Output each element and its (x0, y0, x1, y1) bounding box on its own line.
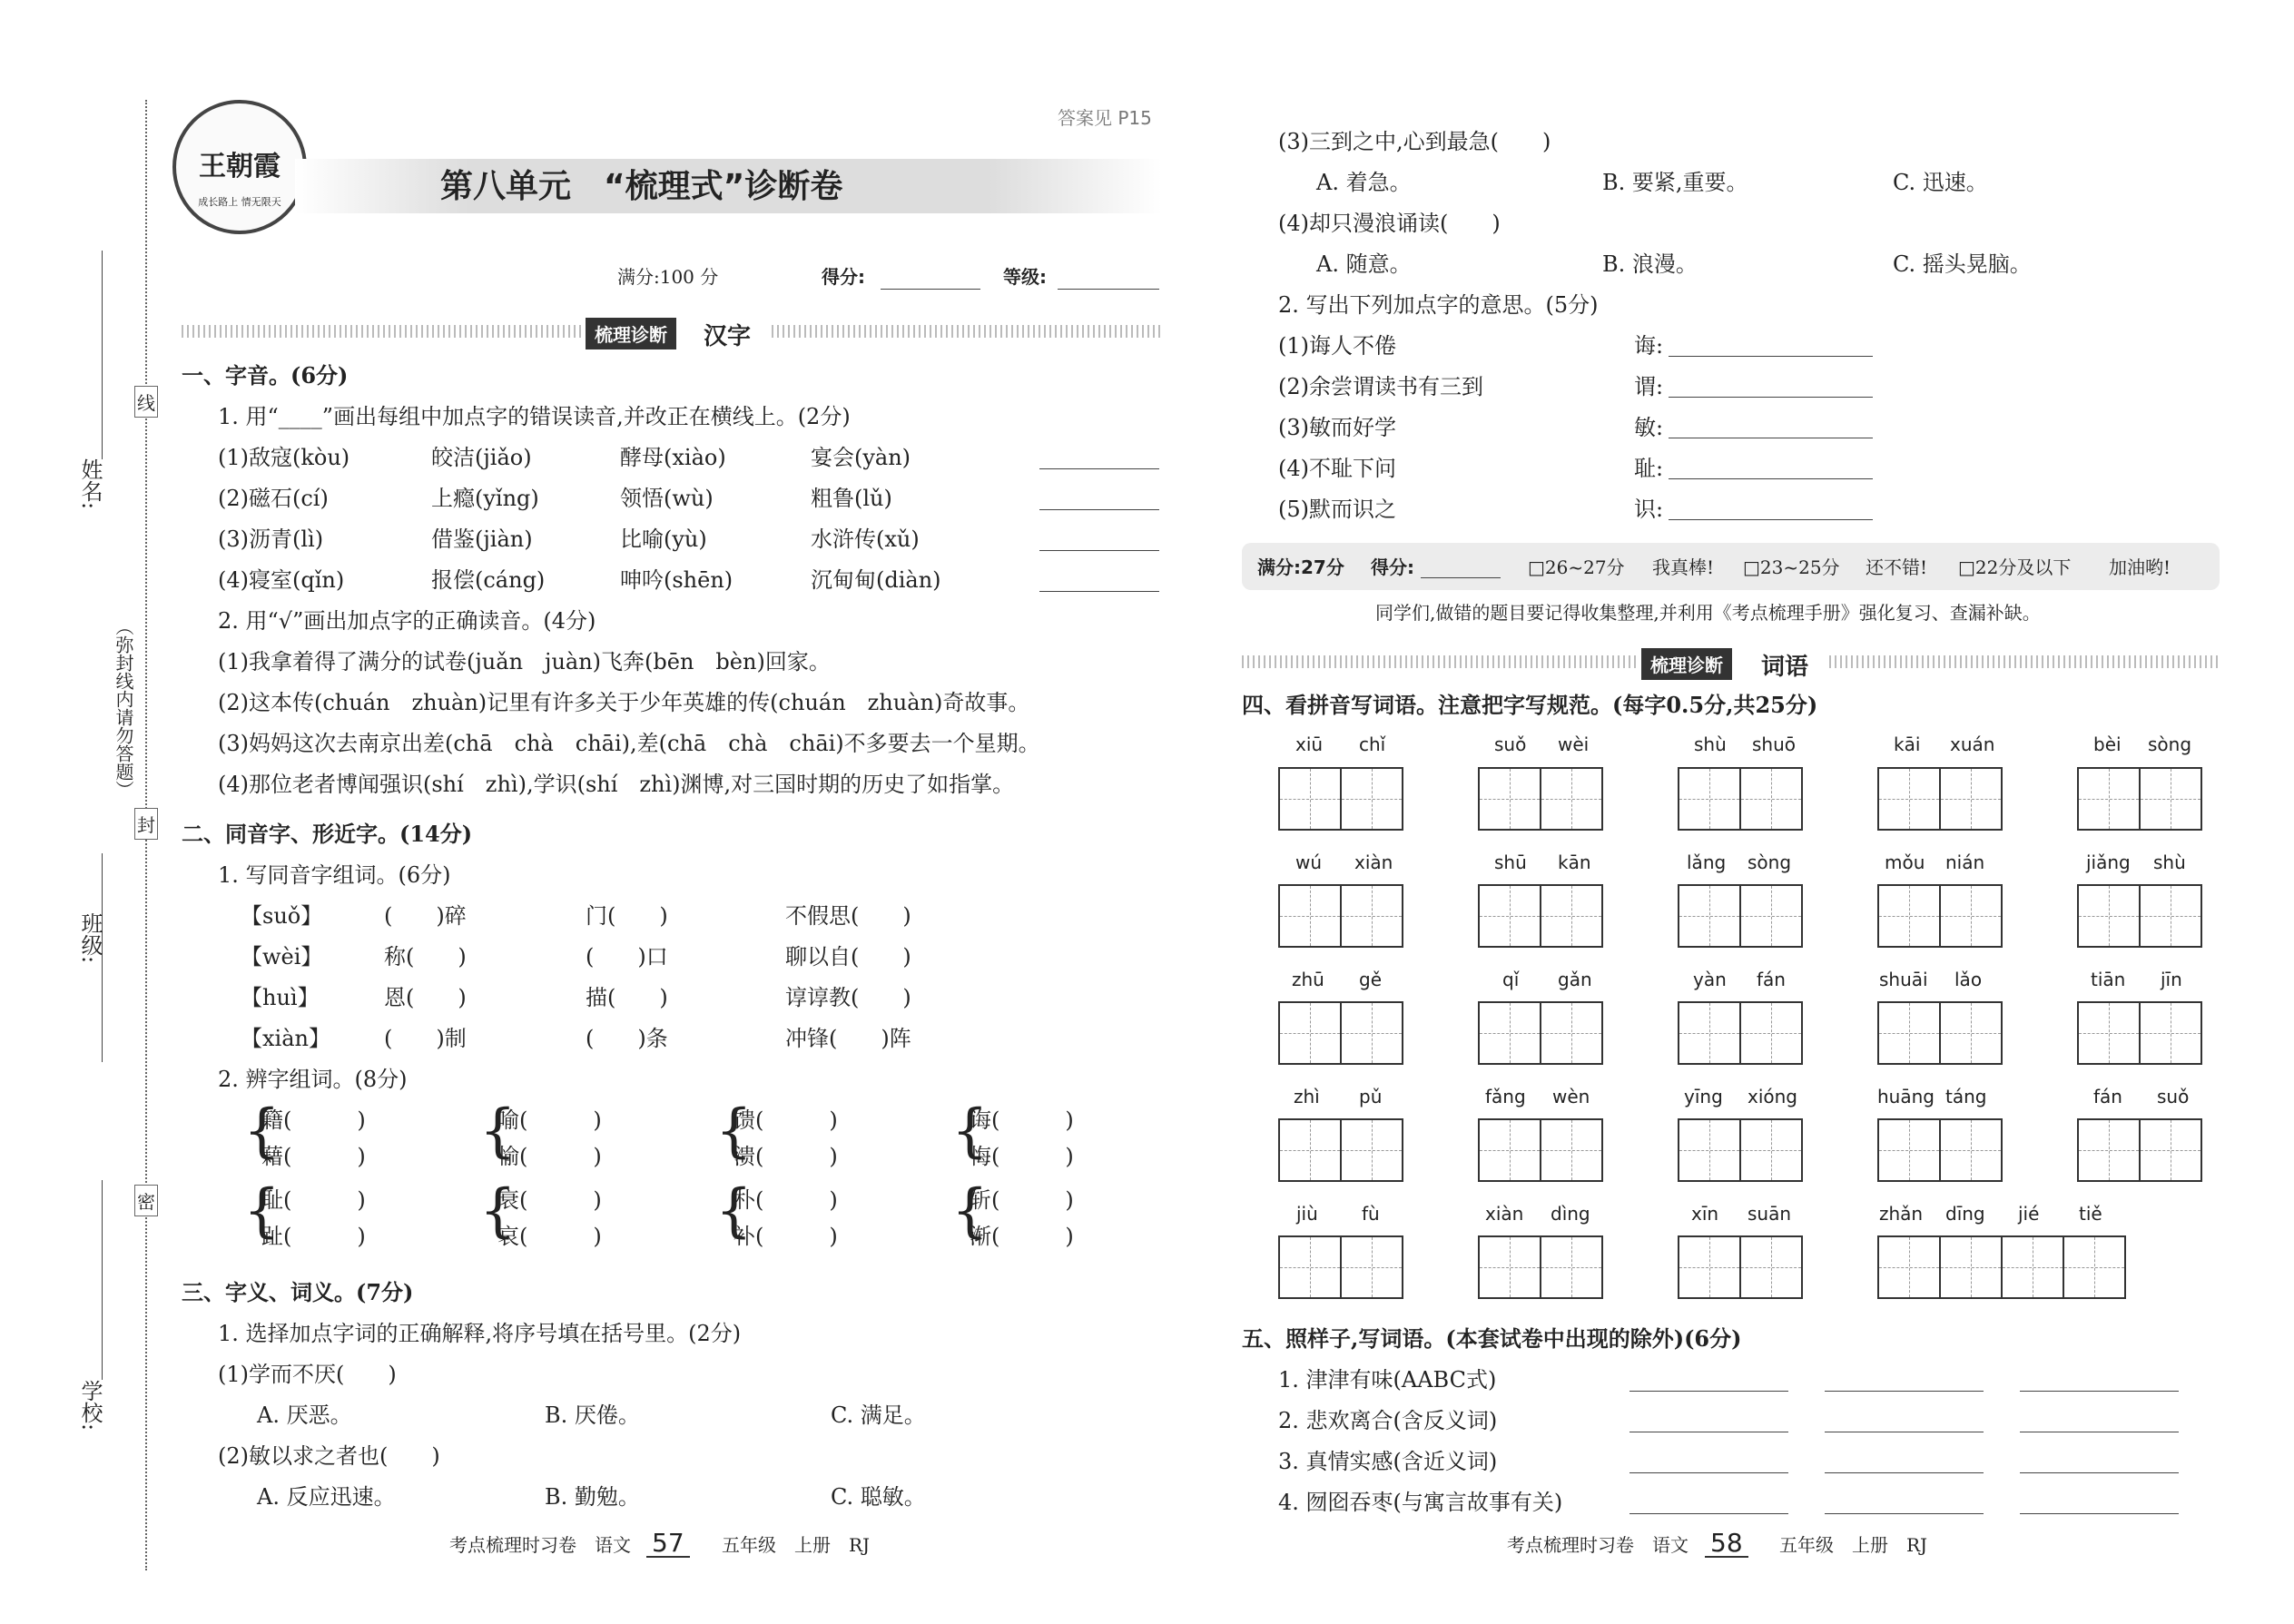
meaning-5-key: 识: (1634, 497, 1664, 522)
level-3-box[interactable]: □22分及以下 (1958, 556, 2072, 578)
q1-r2c1: (2)磁石(cí) (218, 486, 329, 511)
py-3-3-a: yàn (1693, 969, 1727, 990)
q2-r3c1: 【huì】 (241, 985, 320, 1010)
score-bar-line (1421, 577, 1501, 578)
q1-r1c2: 皎洁(jiǎo) (431, 445, 532, 470)
q3-item-2: (2)敏以求之者也( ) (218, 1443, 440, 1469)
pair-8a: 斩( ) (970, 1187, 1074, 1213)
py-5-4-c: jié (2018, 1203, 2040, 1225)
q5-item-3: 3. 真情实感(含近义词) (1278, 1449, 1498, 1474)
pair-4b: 悔( ) (970, 1144, 1074, 1169)
section-bar-left (182, 325, 581, 338)
name-label: 姓名: (77, 458, 103, 510)
school-label: 学校: (77, 1380, 103, 1432)
py-1-1-a: xiū (1295, 733, 1324, 755)
grade-label: 等级: (1003, 266, 1047, 288)
pair-3a: 馈( ) (733, 1107, 838, 1133)
py-3-1-a: zhū (1292, 969, 1324, 990)
seal-mark-mi: 密 (134, 1185, 158, 1216)
py-4-3-a: yīng (1684, 1086, 1723, 1107)
q2-r3c4: 谆谆教( ) (785, 985, 911, 1010)
q3-item-4: (4)却只漫浪诵读( ) (1278, 211, 1501, 236)
q1-r4c3: 呻吟(shēn) (620, 567, 733, 593)
py-1-2-a: suǒ (1494, 733, 1527, 755)
footer-left-grade: 五年级 上册 RJ (722, 1534, 871, 1556)
py-2-4-a: mǒu (1885, 851, 1925, 873)
brace-7: { (715, 1177, 753, 1245)
q1-line-2: (2)这本传(chuán zhuàn)记里有许多关于少年英雄的传(chuán zhuàn)奇故事。 (218, 690, 1030, 715)
py-2-5-b: shù (2153, 851, 2186, 873)
pair-8b: 渐( ) (970, 1224, 1074, 1249)
grid-4-1[interactable] (1278, 1118, 1402, 1182)
py-5-2-a: xiàn (1485, 1203, 1524, 1225)
meaning-1-key: 诲: (1634, 333, 1664, 359)
q3-item-4-b: B. 浪漫。 (1602, 251, 1698, 277)
grid-3-1[interactable] (1278, 1001, 1402, 1065)
score-label: 得分: (822, 266, 865, 288)
brace-1: { (243, 1097, 281, 1165)
grid-5-2[interactable] (1478, 1235, 1601, 1299)
meaning-1-term: (1)诲人不倦 (1278, 333, 1396, 359)
review-note: 同学们,做错的题目要记得收集整理,并利用《考点梳理手册》强化复习、查漏补缺。 (1375, 602, 2041, 624)
grid-3-2[interactable] (1478, 1001, 1601, 1065)
grid-4-5[interactable] (2077, 1118, 2200, 1182)
q3-item-3-c: C. 迅速。 (1893, 170, 1988, 195)
py-5-1-a: jiù (1296, 1203, 1318, 1225)
brace-4: { (951, 1097, 989, 1165)
q2-sub2: 2. 辨字组词。(8分) (218, 1067, 408, 1092)
grid-3-4[interactable] (1877, 1001, 2001, 1065)
py-4-5-b: suǒ (2157, 1086, 2190, 1107)
q1-r2c4: 粗鲁(lǔ) (811, 486, 892, 511)
py-2-3-a: lǎng (1687, 851, 1727, 873)
py-2-4-b: nián (1945, 851, 1985, 873)
q1-r3c2: 借鉴(jiàn) (431, 527, 533, 552)
q3-sub1: 1. 选择加点字词的正确解释,将序号填在括号里。(2分) (218, 1321, 742, 1346)
py-2-2-b: kān (1558, 851, 1591, 873)
class-label: 班级: (77, 912, 103, 964)
py-5-2-b: dìng (1551, 1203, 1590, 1225)
q5-line-4b[interactable] (1825, 1513, 1984, 1514)
py-1-5-a: bèi (2093, 733, 2122, 755)
section-bar-left-2 (1242, 655, 1637, 668)
grid-2-1[interactable] (1278, 884, 1402, 948)
q3-item-2-a: A. 反应迅速。 (257, 1484, 396, 1510)
level-2-box[interactable]: □23~25分 (1743, 556, 1840, 578)
q3-item-3-b: B. 要紧,重要。 (1602, 170, 1748, 195)
brace-5: { (243, 1177, 281, 1245)
meaning-1-line[interactable] (1669, 356, 1873, 357)
grid-4-4[interactable] (1877, 1118, 2001, 1182)
q2-r1c2: ( )碎 (384, 903, 467, 929)
q3-item-1-b: B. 厌倦。 (545, 1403, 640, 1428)
pair-1b: 藉( ) (261, 1144, 366, 1169)
section-bar-right (772, 325, 1162, 338)
brand-name: 王朝霞 (199, 151, 281, 182)
q1-r1c4: 宴会(yàn) (811, 445, 911, 470)
py-2-2-a: shū (1494, 851, 1527, 873)
brace-6: { (479, 1177, 517, 1245)
pair-4a: 诲( ) (970, 1107, 1074, 1133)
meaning-2-line[interactable] (1669, 397, 1873, 398)
q5-item-1: 1. 津津有味(AABC式) (1278, 1367, 1497, 1393)
q2-r4c1: 【xiàn】 (241, 1026, 330, 1051)
py-5-4-a: zhǎn (1879, 1203, 1924, 1225)
grid-1-3[interactable] (1678, 767, 1801, 831)
py-1-1-b: chǐ (1359, 733, 1386, 755)
q2-r3c2: 恩( ) (384, 985, 467, 1010)
q2-r2c1: 【wèi】 (241, 944, 323, 969)
q3-item-1-a: A. 厌恶。 (257, 1403, 352, 1428)
py-4-1-b: pǔ (1359, 1086, 1383, 1107)
pair-1a: 籍( ) (261, 1107, 366, 1133)
q5-line-4a[interactable] (1629, 1513, 1788, 1514)
q2-r1c1: 【suǒ】 (241, 903, 323, 929)
py-3-3-b: fán (1757, 969, 1786, 990)
grid-1-1[interactable] (1278, 767, 1402, 831)
py-4-3-b: xióng (1748, 1086, 1797, 1107)
grid-5-4[interactable] (1877, 1235, 2124, 1299)
py-3-2-a: qǐ (1502, 969, 1520, 990)
q3-item-4-c: C. 摇头晃脑。 (1893, 251, 2032, 277)
q2-r2c4: 聊以自( ) (785, 944, 911, 969)
py-1-4-b: xuán (1950, 733, 1995, 755)
meaning-2-term: (2)余尝谓读书有三到 (1278, 374, 1483, 399)
brand-tag: 成长路上 情无限天 (198, 196, 281, 208)
py-5-3-a: xīn (1691, 1203, 1719, 1225)
q3-title: 三、字义、词义。(7分) (182, 1279, 414, 1305)
q1-r1c1: (1)敌寇(kòu) (218, 445, 350, 470)
meaning-5-line[interactable] (1669, 519, 1873, 520)
q1-r3c3: 比喻(yù) (620, 527, 707, 552)
section-tag-ciyu: 梳理诊断 (1641, 648, 1732, 680)
q2-title: 二、同音字、形近字。(14分) (182, 821, 473, 847)
py-2-1-b: xiàn (1354, 851, 1393, 873)
py-3-4-b: lǎo (1954, 969, 1983, 990)
q2-r2c2: 称( ) (384, 944, 467, 969)
py-5-3-b: suān (1748, 1203, 1792, 1225)
page-title: 第八单元 “梳理式”诊断卷 (440, 168, 843, 205)
grid-5-3[interactable] (1678, 1235, 1801, 1299)
q1-r4c2: 报偿(cáng) (431, 567, 546, 593)
meaning-4-key: 耻: (1634, 456, 1664, 481)
level-3-text: 加油哟! (2109, 556, 2171, 578)
pair-7a: 朴( ) (733, 1187, 838, 1213)
py-4-4-a: huāng (1877, 1086, 1935, 1107)
q2-r4c4: 冲锋( )阵 (785, 1026, 911, 1051)
py-1-5-b: sòng (2148, 733, 2192, 755)
q3-item-3: (3)三到之中,心到最急( ) (1278, 129, 1551, 154)
q5-line-1c[interactable] (2020, 1391, 2179, 1392)
q1-answer-line-4[interactable] (1039, 591, 1159, 592)
grid-4-3[interactable] (1678, 1118, 1801, 1182)
q1-r2c3: 领悟(wù) (620, 486, 714, 511)
pair-6a: 衰( ) (497, 1187, 602, 1213)
q1-answer-line-3[interactable] (1039, 550, 1159, 551)
grid-1-4[interactable] (1877, 767, 2001, 831)
grid-1-2[interactable] (1478, 767, 1601, 831)
section-bar-right-2 (1829, 655, 2220, 668)
grid-2-4[interactable] (1877, 884, 2001, 948)
footer-right-grade: 五年级 上册 RJ (1779, 1534, 1928, 1556)
grid-5-1[interactable] (1278, 1235, 1402, 1299)
q5-item-4: 4. 囫囵吞枣(与寓言故事有关) (1278, 1490, 1563, 1515)
grid-3-5[interactable] (2077, 1001, 2200, 1065)
footer-left-series: 考点梳理时习卷 语文 (449, 1534, 631, 1556)
q2-r2c3: ( )口 (586, 944, 668, 969)
grid-3-3[interactable] (1678, 1001, 1801, 1065)
py-2-5-a: jiǎng (2086, 851, 2131, 873)
grade-line (1058, 289, 1159, 290)
q4-title: 四、看拼音写词语。注意把字写规范。(每字0.5分,共25分) (1242, 692, 1818, 718)
pair-7b: 补( ) (733, 1224, 838, 1249)
q1-line-1: (1)我拿着得了满分的试卷(juǎn juàn)飞奔(bēn bèn)回家。 (218, 649, 831, 674)
page-number-right: 58 (1705, 1530, 1748, 1558)
py-3-5-b: jīn (2161, 969, 2182, 990)
score-bar-score: 得分: (1371, 556, 1414, 578)
q3-item-3-a: A. 着急。 (1316, 170, 1412, 195)
q5-title: 五、照样子,写词语。(本套试卷中出现的除外)(6分) (1242, 1325, 1742, 1352)
py-5-4-b: dīng (1945, 1203, 1985, 1225)
pair-2b: 愉( ) (497, 1144, 602, 1169)
py-3-4-a: shuāi (1879, 969, 1928, 990)
q1-line-4: (4)那位老者博闻强识(shí zhì),学识(shí zhì)渊博,对三国时期的历史了如指掌。 (218, 772, 1015, 797)
q2-sub1: 1. 写同音字组词。(6分) (218, 862, 451, 888)
page-number-left: 57 (646, 1530, 690, 1558)
brand-logo (172, 100, 307, 234)
py-1-3-a: shù (1694, 733, 1727, 755)
q3-item-1-c: C. 满足。 (831, 1403, 926, 1428)
py-4-4-b: táng (1945, 1086, 1987, 1107)
score-line (881, 289, 980, 290)
q1-answer-line-1[interactable] (1039, 468, 1159, 469)
py-1-3-b: shuō (1752, 733, 1797, 755)
section-title-ciyu: 词语 (1761, 654, 1809, 681)
grid-4-2[interactable] (1478, 1118, 1601, 1182)
q3-item-4-a: A. 随意。 (1316, 251, 1412, 277)
brace-2: { (479, 1097, 517, 1165)
q3-item-2-b: B. 勤勉。 (545, 1484, 640, 1510)
grid-2-5[interactable] (2077, 884, 2200, 948)
py-2-3-b: sòng (1748, 851, 1792, 873)
q2-r4c3: ( )条 (586, 1026, 668, 1051)
q1-r3c4: 水浒传(xǔ) (811, 527, 920, 552)
brace-3: { (715, 1097, 753, 1165)
q1-r2c2: 上瘾(yǐng) (431, 486, 539, 511)
seal-mark-xian: 线 (134, 386, 158, 418)
q1-sub2: 2. 用“√”画出加点字的正确读音。(4分) (218, 608, 596, 634)
py-4-2-b: wèn (1552, 1086, 1590, 1107)
brace-8: { (951, 1177, 989, 1245)
level-1-text: 我真棒! (1652, 556, 1715, 578)
q1-r3c1: (3)沥青(lì) (218, 527, 324, 552)
pair-6b: 哀( ) (497, 1224, 602, 1249)
meaning-4-term: (4)不耻下问 (1278, 456, 1396, 481)
section-tag-hanzi: 梳理诊断 (586, 318, 676, 349)
pair-5b: 趾( ) (261, 1224, 366, 1249)
meaning-4-line[interactable] (1669, 478, 1873, 479)
q3-sub2: 2. 写出下列加点字的意思。(5分) (1278, 292, 1599, 318)
grid-1-5[interactable] (2077, 767, 2200, 831)
q1-sub1: 1. 用“____”画出每组中加点字的错误读音,并改正在横线上。(2分) (218, 404, 851, 429)
q2-r4c2: ( )制 (384, 1026, 467, 1051)
section-title-hanzi: 汉字 (704, 323, 752, 350)
pair-3b: 溃( ) (733, 1144, 838, 1169)
q1-line-3: (3)妈妈这次去南京出差(chā chà chāi),差(chā chà chāi)不多要去一个星期。 (218, 731, 1040, 756)
meaning-3-term: (3)敏而好学 (1278, 415, 1396, 440)
py-5-4-d: tiě (2079, 1203, 2102, 1225)
meaning-2-key: 谓: (1634, 374, 1664, 399)
py-3-2-b: gǎn (1558, 969, 1592, 990)
q1-title: 一、字音。(6分) (182, 362, 349, 389)
full-score: 满分:100 分 (617, 266, 719, 288)
py-1-2-b: wèi (1558, 733, 1590, 755)
q5-line-3b[interactable] (1825, 1472, 1984, 1473)
py-2-1-a: wú (1295, 851, 1323, 873)
q2-r1c3: 门( ) (586, 903, 668, 929)
q2-r1c4: 不假思( ) (785, 903, 911, 929)
q1-r4c1: (4)寝室(qǐn) (218, 567, 345, 593)
pair-2a: 喻( ) (497, 1107, 602, 1133)
q5-line-1a[interactable] (1629, 1391, 1788, 1392)
py-4-2-a: fǎng (1485, 1086, 1526, 1107)
seal-note: （弥封线内请勿答题） (113, 617, 134, 799)
level-1-box[interactable]: □26~27分 (1528, 556, 1625, 578)
q5-line-3a[interactable] (1629, 1472, 1788, 1473)
footer-right-series: 考点梳理时习卷 语文 (1507, 1534, 1689, 1556)
q5-line-4c[interactable] (2020, 1513, 2179, 1514)
q1-r4c4: 沉甸甸(diàn) (811, 567, 941, 593)
q5-item-2: 2. 悲欢离合(含反义词) (1278, 1408, 1498, 1433)
answer-ref: 答案见 P15 (1058, 107, 1152, 129)
q5-line-1b[interactable] (1825, 1391, 1984, 1392)
py-4-5-a: fán (2093, 1086, 2122, 1107)
q3-item-2-c: C. 聪敏。 (831, 1484, 926, 1510)
pair-5a: 耻( ) (261, 1187, 366, 1213)
seal-mark-feng: 封 (134, 808, 158, 840)
grid-2-2[interactable] (1478, 884, 1601, 948)
level-2-text: 还不错! (1866, 556, 1928, 578)
py-4-1-a: zhì (1294, 1086, 1320, 1107)
py-5-1-b: fù (1362, 1203, 1380, 1225)
q2-r3c3: 描( ) (586, 985, 668, 1010)
py-3-1-b: gě (1359, 969, 1382, 990)
q3-item-1: (1)学而不厌( ) (218, 1362, 397, 1387)
name-line (102, 251, 103, 459)
q5-line-3c[interactable] (2020, 1472, 2179, 1473)
grid-2-3[interactable] (1678, 884, 1801, 948)
meaning-5-term: (5)默而识之 (1278, 497, 1396, 522)
py-3-5-a: tiān (2091, 969, 2126, 990)
score-bar-full: 满分:27分 (1257, 556, 1344, 578)
school-line (102, 1180, 103, 1380)
q1-answer-line-2[interactable] (1039, 509, 1159, 510)
q1-r1c3: 酵母(xiào) (620, 445, 726, 470)
meaning-3-key: 敏: (1634, 415, 1664, 440)
py-1-4-a: kāi (1894, 733, 1921, 755)
